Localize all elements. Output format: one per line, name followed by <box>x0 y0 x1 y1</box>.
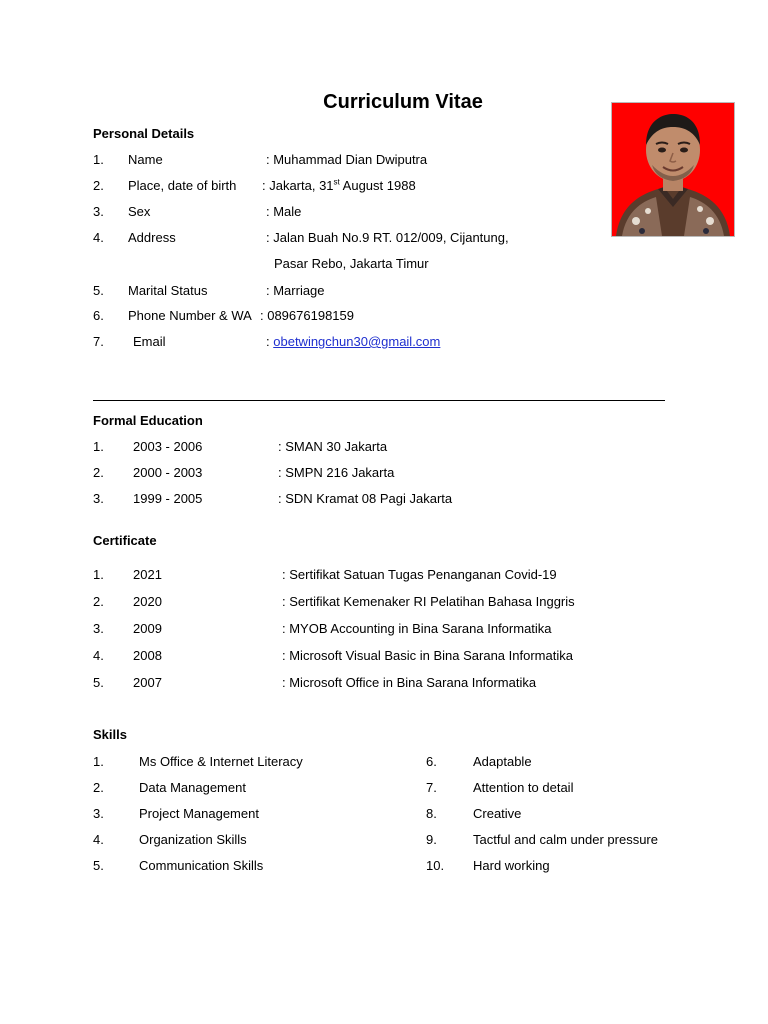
section-divider <box>93 400 665 401</box>
item-value: : 089676198159 <box>260 308 354 323</box>
item-value: : Jalan Buah No.9 RT. 012/009, Cijantung, <box>266 230 509 245</box>
certificate-name: : Sertifikat Satuan Tugas Penanganan Covid-19 <box>282 567 557 582</box>
education-item <box>0 464 768 482</box>
certificate-item <box>0 593 768 611</box>
education-item <box>0 438 768 456</box>
personal-item <box>0 151 768 169</box>
skill-number: 5. <box>93 858 104 873</box>
item-number: 2. <box>93 594 104 609</box>
skill-name: Creative <box>473 806 522 821</box>
personal-item <box>0 307 768 325</box>
certificate-item <box>0 647 768 665</box>
item-number: 6. <box>93 308 104 323</box>
certificate-item <box>0 566 768 584</box>
ordinal-suffix: st <box>333 177 340 187</box>
skill-name: Tactful and calm under pressure <box>473 832 658 847</box>
skill-number: 10. <box>426 858 445 873</box>
certificate-item <box>0 674 768 692</box>
personal-item <box>0 333 768 351</box>
item-value: : Male <box>266 204 302 219</box>
skill-number: 1. <box>93 754 104 769</box>
skill-name: Adaptable <box>473 754 532 769</box>
item-number: 7. <box>93 334 104 349</box>
item-number: 3. <box>93 491 104 506</box>
skills-row <box>0 857 768 875</box>
personal-item <box>0 229 768 247</box>
skill-name: Organization Skills <box>139 832 247 847</box>
item-label: Marital Status <box>128 283 208 298</box>
certificate-item <box>0 620 768 638</box>
personal-item-continuation <box>0 255 768 273</box>
item-value-line2: Pasar Rebo, Jakarta Timur <box>274 256 429 271</box>
skill-number: 4. <box>93 832 104 847</box>
item-number: 3. <box>93 621 104 636</box>
skills-row <box>0 831 768 849</box>
item-value: : Muhammad Dian Dwiputra <box>266 152 428 167</box>
skill-name: Project Management <box>139 806 259 821</box>
item-label: Phone Number & WA <box>128 308 252 323</box>
item-number: 1. <box>93 439 104 454</box>
item-label: Email <box>133 334 166 349</box>
item-number: 5. <box>93 283 104 298</box>
item-label: Place, date of birth <box>128 178 237 193</box>
item-number: 1. <box>93 567 104 582</box>
formal-education-heading: Formal Education <box>93 413 203 428</box>
certificate-year: 2007 <box>133 675 162 690</box>
certificate-name: : Microsoft Visual Basic in Bina Sarana Informatika <box>282 648 573 663</box>
certificate-name: : MYOB Accounting in Bina Sarana Informatika <box>282 621 552 636</box>
skill-number: 2. <box>93 780 104 795</box>
item-number: 3. <box>93 204 104 219</box>
skill-number: 9. <box>426 832 437 847</box>
skill-name: Communication Skills <box>139 858 264 873</box>
skill-name: Data Management <box>139 780 246 795</box>
personal-item <box>0 203 768 221</box>
skill-number: 6. <box>426 754 437 769</box>
certificate-year: 2008 <box>133 648 162 663</box>
personal-item <box>0 177 768 195</box>
item-separator: : <box>266 334 270 349</box>
skill-number: 7. <box>426 780 437 795</box>
email-link[interactable]: obetwingchun30@gmail.com <box>273 334 441 349</box>
personal-item <box>0 282 768 300</box>
skill-name: Attention to detail <box>473 780 574 795</box>
education-years: 2000 - 2003 <box>133 465 203 480</box>
skill-name: Ms Office & Internet Literacy <box>139 754 303 769</box>
page-title: Curriculum Vitae <box>323 91 483 113</box>
item-label: Sex <box>128 204 151 219</box>
skill-name: Hard working <box>473 858 550 873</box>
personal-details-heading: Personal Details <box>93 126 195 141</box>
skills-row <box>0 753 768 771</box>
certificate-year: 2020 <box>133 594 162 609</box>
item-number: 2. <box>93 178 104 193</box>
education-school: : SMAN 30 Jakarta <box>278 439 388 454</box>
certificate-name: : Sertifikat Kemenaker RI Pelatihan Bahasa Inggris <box>282 594 575 609</box>
certificate-name: : Microsoft Office in Bina Sarana Informatika <box>282 675 537 690</box>
item-label: Address <box>128 230 176 245</box>
item-number: 4. <box>93 648 104 663</box>
education-school: : SDN Kramat 08 Pagi Jakarta <box>278 491 453 506</box>
item-number: 1. <box>93 152 104 167</box>
item-value: : Jakarta, 31st August 1988 <box>262 177 416 193</box>
skill-number: 3. <box>93 806 104 821</box>
education-school: : SMPN 216 Jakarta <box>278 465 395 480</box>
skills-row <box>0 779 768 797</box>
education-years: 1999 - 2005 <box>133 491 203 506</box>
item-number: 5. <box>93 675 104 690</box>
certificate-year: 2009 <box>133 621 162 636</box>
item-value <box>266 333 440 351</box>
education-years: 2003 - 2006 <box>133 439 203 454</box>
item-value: : Marriage <box>266 283 325 298</box>
certificate-year: 2021 <box>133 567 162 582</box>
skills-row <box>0 805 768 823</box>
item-label: Name <box>128 152 163 167</box>
certificate-heading: Certificate <box>93 533 157 548</box>
skills-heading: Skills <box>93 727 127 742</box>
education-item <box>0 490 768 508</box>
item-number: 2. <box>93 465 104 480</box>
item-number: 4. <box>93 230 104 245</box>
skill-number: 8. <box>426 806 437 821</box>
